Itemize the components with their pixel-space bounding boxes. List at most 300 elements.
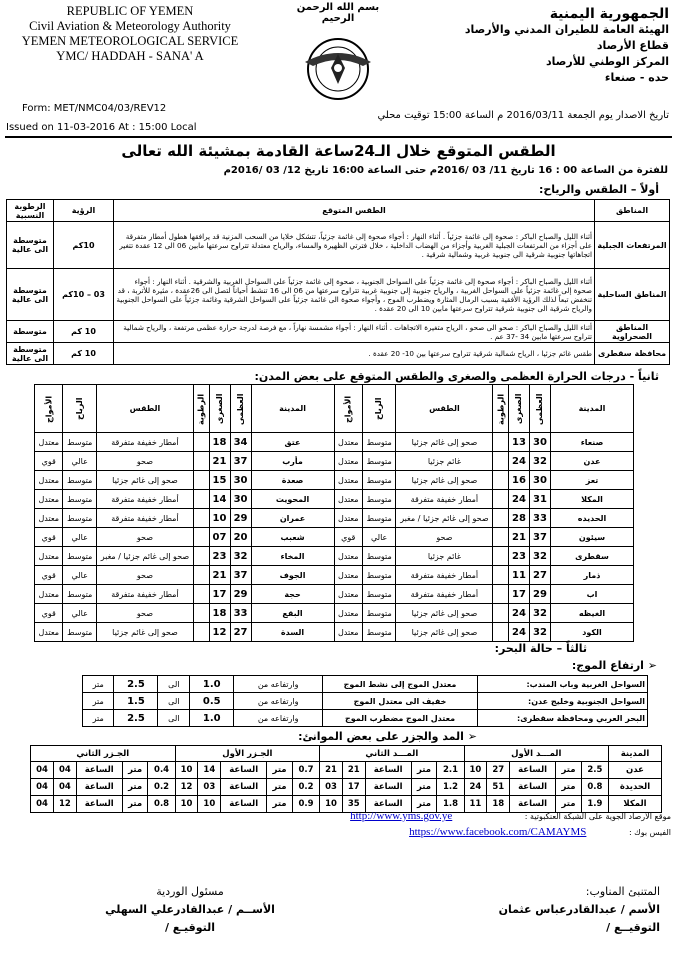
city-cell: الحديده	[551, 509, 634, 528]
city-cell	[493, 509, 509, 528]
city-row	[35, 528, 634, 547]
city-cell: صحو	[396, 528, 493, 547]
weather-text: أثناء الليل والصباح الباكر : صحو الى صحو ، الرياح متغيرة الاتجاهات . أثناء النهار : أجواء مشمسة نهاراً ، مع فرصة لدرجة حرارة عظمى مرتفعة ، والرياح شمالية تتراوح سرعتها مابين 34 -37 عم .	[114, 321, 595, 343]
tide-cell: الساعة	[76, 762, 122, 779]
forecaster-name: الأسم / عبدالقادرعباس عثمان	[498, 903, 660, 916]
city-cell: 18	[209, 433, 230, 452]
tide-title-text: المد والجزر على بعض الموانئ:	[298, 730, 464, 743]
tide-city: المكلا	[609, 796, 662, 813]
shift-officer-name: الأســم / عبدالقادرعلي السهلي	[105, 903, 275, 916]
tide-cell: 0.2	[292, 779, 319, 796]
wave-from-label: وارتفاعه من	[234, 710, 323, 727]
city-row	[35, 471, 634, 490]
region: محافظة سقطرى	[595, 343, 670, 365]
city-cell: معتدل	[334, 509, 362, 528]
city-cell: معتدل	[35, 490, 63, 509]
city-cell: 17	[508, 585, 529, 604]
city-cell: صحو إلى غائم جزئيا / مغبر	[396, 509, 493, 528]
city-cell: متوسط	[362, 547, 395, 566]
cities-header-cell: الطقس	[96, 385, 193, 433]
city-cell: 34	[230, 433, 251, 452]
city-cell: 16	[508, 471, 529, 490]
city-row	[35, 433, 634, 452]
city-cell: متوسط	[362, 623, 395, 642]
tide-cell: 51	[487, 779, 510, 796]
tide-cell: 11	[464, 796, 487, 813]
tide-cell: 24	[464, 779, 487, 796]
city-cell	[193, 509, 209, 528]
wave-row	[83, 710, 648, 727]
tide-cell: 18	[487, 796, 510, 813]
city-cell: سيئون	[551, 528, 634, 547]
tide-cell: 04	[31, 796, 54, 813]
city-cell	[193, 452, 209, 471]
city-cell: معتدل	[334, 547, 362, 566]
city-cell: معتدل	[334, 490, 362, 509]
city-cell: 15	[209, 471, 230, 490]
cities-header-cell: الطقس	[396, 385, 493, 433]
city-cell: معتدل	[334, 604, 362, 623]
wave-to-label: الى	[158, 676, 190, 693]
tide-cell: متر	[267, 762, 293, 779]
tide-header-high1: المـــد الأول	[464, 746, 608, 762]
city-cell: 27	[529, 566, 550, 585]
tide-cell: متر	[556, 762, 582, 779]
city-cell: أمطار خفيفة متفرقة	[96, 490, 193, 509]
city-cell: أمطار خفيفة متفرقة	[96, 509, 193, 528]
basmala: بسم الله الرحمن الرحيم	[296, 2, 380, 24]
city-cell: المحويت	[251, 490, 334, 509]
wave-coast: السواحل الغربية وباب المندب:	[478, 676, 648, 693]
city-cell: أمطار خفيفة متفرقة	[96, 585, 193, 604]
wave-from-label: وارتفاعه من	[234, 693, 323, 710]
tide-cell: الساعة	[365, 796, 411, 813]
cities-header-row	[35, 385, 634, 433]
weather-row	[7, 321, 670, 343]
forecaster-block	[480, 883, 660, 937]
cities-header-cell: الصغرى	[508, 385, 529, 433]
tide-cell: 1.2	[437, 779, 464, 796]
city-cell: غائم جزئيا	[396, 452, 493, 471]
tide-cell: 10	[198, 796, 221, 813]
weather-text: أثناء الليل والصباح الباكر : أجواء صحوة إلى غائمة جزئياً على السواحل الجنوبية ، صحوة إلى غائمة جزئياً على السواحل الغربية والشرقية . أثناء النهار : أجواء صحوة إلى غائمة جزئياً على السواحل الغربية ، والرياح جنوبية إلى جنوبية غربية تتراوح سرعتها من 06 الى 16 تنشط أحياناً لتصل الى 26عقدة ، مثيرة للأتربة ، قد تنخفض تبعاً لذلك الرؤية الأفقية بسبب الرمال المثارة ويضطرب الموج ، وأجواء صحوة الى غائمة جزئياً على السواحل الشرقية وغائمة جزئياً على السواحل الجنوبية والرياح شرقية الى جنوبية شرقية تتراوح سرعتها مابين 10 الى 20 عقدة .	[114, 269, 595, 321]
waves-title-text: ارتفاع الموج:	[571, 659, 644, 672]
city-cell: متوسط	[362, 452, 395, 471]
city-cell: 37	[230, 566, 251, 585]
city-cell: عالي	[63, 604, 96, 623]
wave-coast: البحر العربي ومحافظة سقطرى:	[478, 710, 648, 727]
city-cell	[193, 623, 209, 642]
header-english	[5, 4, 255, 64]
tide-cell: الساعة	[510, 779, 556, 796]
city-cell: متوسط	[362, 471, 395, 490]
tide-cell: 14	[198, 762, 221, 779]
tide-cell: 21	[320, 762, 343, 779]
tide-cell: الساعة	[510, 796, 556, 813]
location-ar: حده - صنعاء	[604, 71, 669, 84]
section2-title: ثانياً - درجات الحرارة العظمى والصغرى والطقس المتوقع على بعض المدن:	[254, 370, 659, 383]
city-cell: عالي	[63, 566, 96, 585]
city-cell: 18	[209, 604, 230, 623]
city-cell: عالي	[63, 452, 96, 471]
city-row	[35, 623, 634, 642]
tide-cell: 04	[53, 762, 76, 779]
city-cell	[193, 604, 209, 623]
city-cell: متوسط	[63, 433, 96, 452]
cities-header-cell: العظمى	[230, 385, 251, 433]
city-cell: 32	[529, 547, 550, 566]
tide-cell: 1.8	[437, 796, 464, 813]
city-row	[35, 547, 634, 566]
city-cell: معتدل	[334, 623, 362, 642]
col-region: المناطق	[595, 200, 670, 222]
city-cell: متوسط	[362, 566, 395, 585]
city-cell: 21	[508, 528, 529, 547]
cities-header-cell: المدينة	[251, 385, 334, 433]
cities-header-cell: الرياح	[63, 385, 96, 433]
tide-cell: الساعة	[221, 762, 267, 779]
city-cell: صحو إلى غائم جزئيا / مغبر	[96, 547, 193, 566]
city-cell: 30	[230, 490, 251, 509]
tide-cell: 0.9	[292, 796, 319, 813]
city-cell: حجة	[251, 585, 334, 604]
cities-header-cell: الصغرى	[209, 385, 230, 433]
bullet-arrow-icon: ➢	[463, 730, 477, 743]
wave-state: خفيف الى معتدل الموج	[323, 693, 478, 710]
city-cell: قوي	[35, 452, 63, 471]
tide-cell: 10	[175, 796, 198, 813]
city-cell: 37	[529, 528, 550, 547]
tide-cell: متر	[556, 779, 582, 796]
city-row	[35, 452, 634, 471]
tide-header-row	[31, 746, 662, 762]
city-cell: قوي	[35, 528, 63, 547]
city-cell: شعبب	[251, 528, 334, 547]
tide-row	[31, 762, 662, 779]
wave-from: 0.5	[190, 693, 234, 710]
authority-emblem-icon	[283, 24, 393, 104]
city-cell: 29	[230, 585, 251, 604]
tide-header-low1: الجـزر الأول	[175, 746, 319, 762]
city-row	[35, 585, 634, 604]
city-cell: صحو	[96, 604, 193, 623]
city-cell: معتدل	[35, 623, 63, 642]
city-cell: معتدل	[334, 452, 362, 471]
wave-to-label: الى	[158, 710, 190, 727]
tide-cell: 0.8	[581, 779, 608, 796]
city-cell: 27	[230, 623, 251, 642]
cities-header-cell: الرياح	[362, 385, 395, 433]
facebook-line	[409, 826, 671, 838]
cities-header-cell: الرطوبة	[193, 385, 209, 433]
city-cell: 30	[529, 471, 550, 490]
visibility: 10 كم	[54, 343, 114, 365]
city-cell: الكود	[551, 623, 634, 642]
forecaster-title: المتنبئ المناوب:	[585, 885, 660, 898]
tide-header-low2: الجـزر الثاني	[31, 746, 176, 762]
city-cell: متوسط	[63, 471, 96, 490]
issue-line-ar: تاريخ الاصدار يوم الجمعة 2016/03/11 م الساعة 15:00 توقيت محلي	[377, 110, 669, 121]
cities-header-cell: المدينة	[551, 385, 634, 433]
visibility: 10 كم	[54, 321, 114, 343]
city-cell: 24	[508, 623, 529, 642]
city-cell	[493, 604, 509, 623]
tide-header-high2: المـــد الثاني	[320, 746, 464, 762]
tide-cell: متر	[122, 796, 148, 813]
tide-cell: 17	[342, 779, 365, 796]
city-cell: عتق	[251, 433, 334, 452]
city-cell: قوي	[35, 604, 63, 623]
city-cell: عالي	[63, 528, 96, 547]
bullet-arrow-icon: ➢	[643, 659, 657, 672]
period-line: للفترة من الساعة 00 : 16 تاريخ 11/ 03 /2016م حتى الساعة 16:00 تاريخ 12/ 03 /2016م	[223, 165, 668, 176]
tide-cell: متر	[122, 779, 148, 796]
tide-cell: 0.7	[292, 762, 319, 779]
city-row	[35, 566, 634, 585]
section3-title: ثالثاً – حالة البحر:	[494, 642, 587, 655]
city-cell	[193, 433, 209, 452]
city-cell: 24	[508, 604, 529, 623]
city-cell	[493, 433, 509, 452]
tide-title	[298, 730, 477, 743]
col-humidity: الرطوبة النسبية	[7, 200, 54, 222]
city-cell: صحو إلى غائم جزئيا	[396, 471, 493, 490]
city-cell: مأرب	[251, 452, 334, 471]
city-cell	[493, 528, 509, 547]
city-cell: 23	[508, 547, 529, 566]
wave-to: 2.5	[114, 676, 158, 693]
weather-header-row	[7, 200, 670, 222]
tide-cell: 12	[175, 779, 198, 796]
humidity: متوسطة الى عالية	[7, 269, 54, 321]
city-cell: صنعاء	[551, 433, 634, 452]
wave-unit: متر	[83, 710, 114, 727]
city-cell	[493, 623, 509, 642]
city-cell: سقطرى	[551, 547, 634, 566]
tide-cell: 35	[342, 796, 365, 813]
weather-text: طقس غائم جزئيا ، الرياح شمالية شرقية تتراوح سرعتها بين 10- 20 عقدة .	[114, 343, 595, 365]
sector-ar: قطاع الأرصاد	[596, 39, 669, 52]
tide-cell: 10	[175, 762, 198, 779]
city-cell: 21	[209, 452, 230, 471]
city-cell	[193, 547, 209, 566]
tide-cell: متر	[267, 796, 293, 813]
city-cell: متوسط	[362, 509, 395, 528]
republic-en: REPUBLIC OF YEMEN	[66, 4, 194, 18]
tide-cell: 1.9	[581, 796, 608, 813]
city-cell: 33	[230, 604, 251, 623]
city-cell: 14	[209, 490, 230, 509]
city-cell: متوسط	[362, 490, 395, 509]
wave-to: 2.5	[114, 710, 158, 727]
city-cell: أمطار خفيفة متفرقة	[396, 490, 493, 509]
logo	[283, 2, 393, 98]
tide-city: عدن	[609, 762, 662, 779]
city-cell: معتدل	[334, 471, 362, 490]
city-cell: 28	[508, 509, 529, 528]
city-cell: أمطار خفيفة متفرقة	[396, 566, 493, 585]
city-cell: تعز	[551, 471, 634, 490]
tide-cell: الساعة	[221, 779, 267, 796]
tide-row	[31, 779, 662, 796]
city-cell: صحو	[96, 528, 193, 547]
city-cell: 10	[209, 509, 230, 528]
tide-cell: متر	[122, 762, 148, 779]
city-cell: 29	[529, 585, 550, 604]
wave-state: معتدل الموج إلى نشط الموج	[323, 676, 478, 693]
waves-title	[572, 659, 657, 672]
humidity: متوسطة الى عالية	[7, 222, 54, 269]
shift-officer-title: مسئول الوردية	[156, 885, 224, 898]
center-ar: المركز الوطني للأرصاد	[545, 55, 669, 68]
city-cell: معتدل	[334, 585, 362, 604]
wave-state: معتدل الموج مضطرب الموج	[323, 710, 478, 727]
city-cell: متوسط	[63, 585, 96, 604]
city-cell: صحو إلى غائم جزئيا	[96, 471, 193, 490]
cities-table	[34, 384, 634, 642]
wave-row	[83, 676, 648, 693]
city-cell: 32	[230, 547, 251, 566]
facebook-link[interactable]: https://www.facebook.com/CAMAYMS	[409, 826, 587, 838]
address-en: YMC/ HADDAH - SANA' A	[56, 49, 204, 63]
shift-officer-signature: التوقيـع /	[164, 921, 216, 934]
city-cell: متوسط	[63, 509, 96, 528]
wave-to: 1.5	[114, 693, 158, 710]
issued-on: Issued on 11-03-2016 At : 15:00 Local	[6, 122, 197, 133]
city-cell: غائم جزئيا	[396, 547, 493, 566]
tide-cell: الساعة	[365, 779, 411, 796]
header-divider	[5, 136, 672, 138]
city-cell: 32	[529, 604, 550, 623]
forecaster-signature: التوقيــع /	[606, 921, 660, 934]
city-cell	[193, 528, 209, 547]
city-cell: معتدل	[334, 566, 362, 585]
city-cell: 30	[230, 471, 251, 490]
tide-table	[30, 745, 662, 813]
city-row	[35, 509, 634, 528]
visibility: 03 – 10كم	[54, 269, 114, 321]
col-weather: الطقس المتوقع	[114, 200, 595, 222]
city-cell	[493, 585, 509, 604]
tide-cell: 2.5	[581, 762, 608, 779]
city-cell: متوسط	[362, 604, 395, 623]
cities-header-cell: الأمواج	[334, 385, 362, 433]
tide-cell: 10	[320, 796, 343, 813]
humidity: متوسطة	[7, 321, 54, 343]
tide-cell: الساعة	[510, 762, 556, 779]
tide-cell: 0.4	[148, 762, 175, 779]
col-visibility: الرؤية	[54, 200, 114, 222]
humidity: متوسطة الى عالية	[7, 343, 54, 365]
tide-cell: الساعة	[76, 796, 122, 813]
region: المرتفعات الجبلية	[595, 222, 670, 269]
tide-cell: 12	[53, 796, 76, 813]
city-cell: معتدل	[35, 509, 63, 528]
wave-from: 1.0	[190, 676, 234, 693]
tide-cell: 0.8	[148, 796, 175, 813]
city-cell: متوسط	[63, 490, 96, 509]
region: المناطق الصحراوية	[595, 321, 670, 343]
cities-header-cell: الرطوبة	[493, 385, 509, 433]
weather-table	[6, 199, 670, 365]
city-cell: اب	[551, 585, 634, 604]
city-cell	[493, 490, 509, 509]
city-cell: الجوف	[251, 566, 334, 585]
website-note: موقع الارصاد الجوية على الشبكة العنكبوتية :	[524, 812, 671, 821]
tide-cell: 21	[342, 762, 365, 779]
city-row	[35, 490, 634, 509]
city-cell: صعدة	[251, 471, 334, 490]
service-en: YEMEN METEOROLOGICAL SERVICE	[21, 34, 239, 48]
city-cell: معتدل	[35, 433, 63, 452]
city-cell: صحو	[96, 566, 193, 585]
city-cell: البقع	[251, 604, 334, 623]
city-cell: الغيظه	[551, 604, 634, 623]
wave-from-label: وارتفاعه من	[234, 676, 323, 693]
republic-ar: الجمهورية اليمنية	[549, 6, 669, 22]
cities-header-cell: الأمواج	[35, 385, 63, 433]
city-cell: صحو إلى غائم جزئيا	[96, 623, 193, 642]
city-cell: 24	[508, 490, 529, 509]
tide-cell: متر	[411, 779, 437, 796]
tide-cell: 04	[53, 779, 76, 796]
tide-cell: متر	[411, 796, 437, 813]
region: المناطق الساحلية	[595, 269, 670, 321]
city-cell: 11	[508, 566, 529, 585]
tide-cell: 04	[31, 762, 54, 779]
city-cell: السدة	[251, 623, 334, 642]
city-cell: قوي	[334, 528, 362, 547]
tide-cell: 27	[487, 762, 510, 779]
city-cell	[493, 547, 509, 566]
website-link[interactable]: http://www.yms.gov.ye	[350, 810, 453, 822]
tide-cell: متر	[411, 762, 437, 779]
tide-cell: 0.2	[148, 779, 175, 796]
city-cell: 12	[209, 623, 230, 642]
city-cell: 33	[529, 509, 550, 528]
tide-cell: الساعة	[221, 796, 267, 813]
city-cell: 20	[230, 528, 251, 547]
city-cell: معتدل	[35, 547, 63, 566]
city-cell	[493, 471, 509, 490]
weather-row	[7, 222, 670, 269]
city-row	[35, 604, 634, 623]
city-cell: صحو	[96, 452, 193, 471]
city-cell: متوسط	[362, 433, 395, 452]
visibility: 10كم	[54, 222, 114, 269]
website-line	[350, 810, 671, 822]
facebook-label: الفيس بوك :	[628, 828, 671, 837]
city-cell: متوسط	[63, 623, 96, 642]
section1-title: أولاً – الطقس والرياح:	[538, 183, 659, 196]
city-cell: أمطار خفيفة متفرقة	[396, 585, 493, 604]
city-cell: 31	[529, 490, 550, 509]
city-cell	[193, 471, 209, 490]
city-cell: صحو إلى غائم جزئيا	[396, 623, 493, 642]
weather-row	[7, 269, 670, 321]
city-cell: 29	[230, 509, 251, 528]
city-cell: 17	[209, 585, 230, 604]
wave-row	[83, 693, 648, 710]
page-title: الطقس المتوقع خلال الـ24ساعة القادمة بمشيئة الله تعالى	[121, 142, 556, 160]
city-cell: صحو إلى غائم جزئيا	[396, 433, 493, 452]
shift-officer-block	[90, 883, 290, 937]
tide-city: الحديدة	[609, 779, 662, 796]
city-cell: ذمار	[551, 566, 634, 585]
wave-coast: السواحل الجنوبية وخليج عدن:	[478, 693, 648, 710]
city-cell: متوسط	[63, 547, 96, 566]
city-cell: المكلا	[551, 490, 634, 509]
